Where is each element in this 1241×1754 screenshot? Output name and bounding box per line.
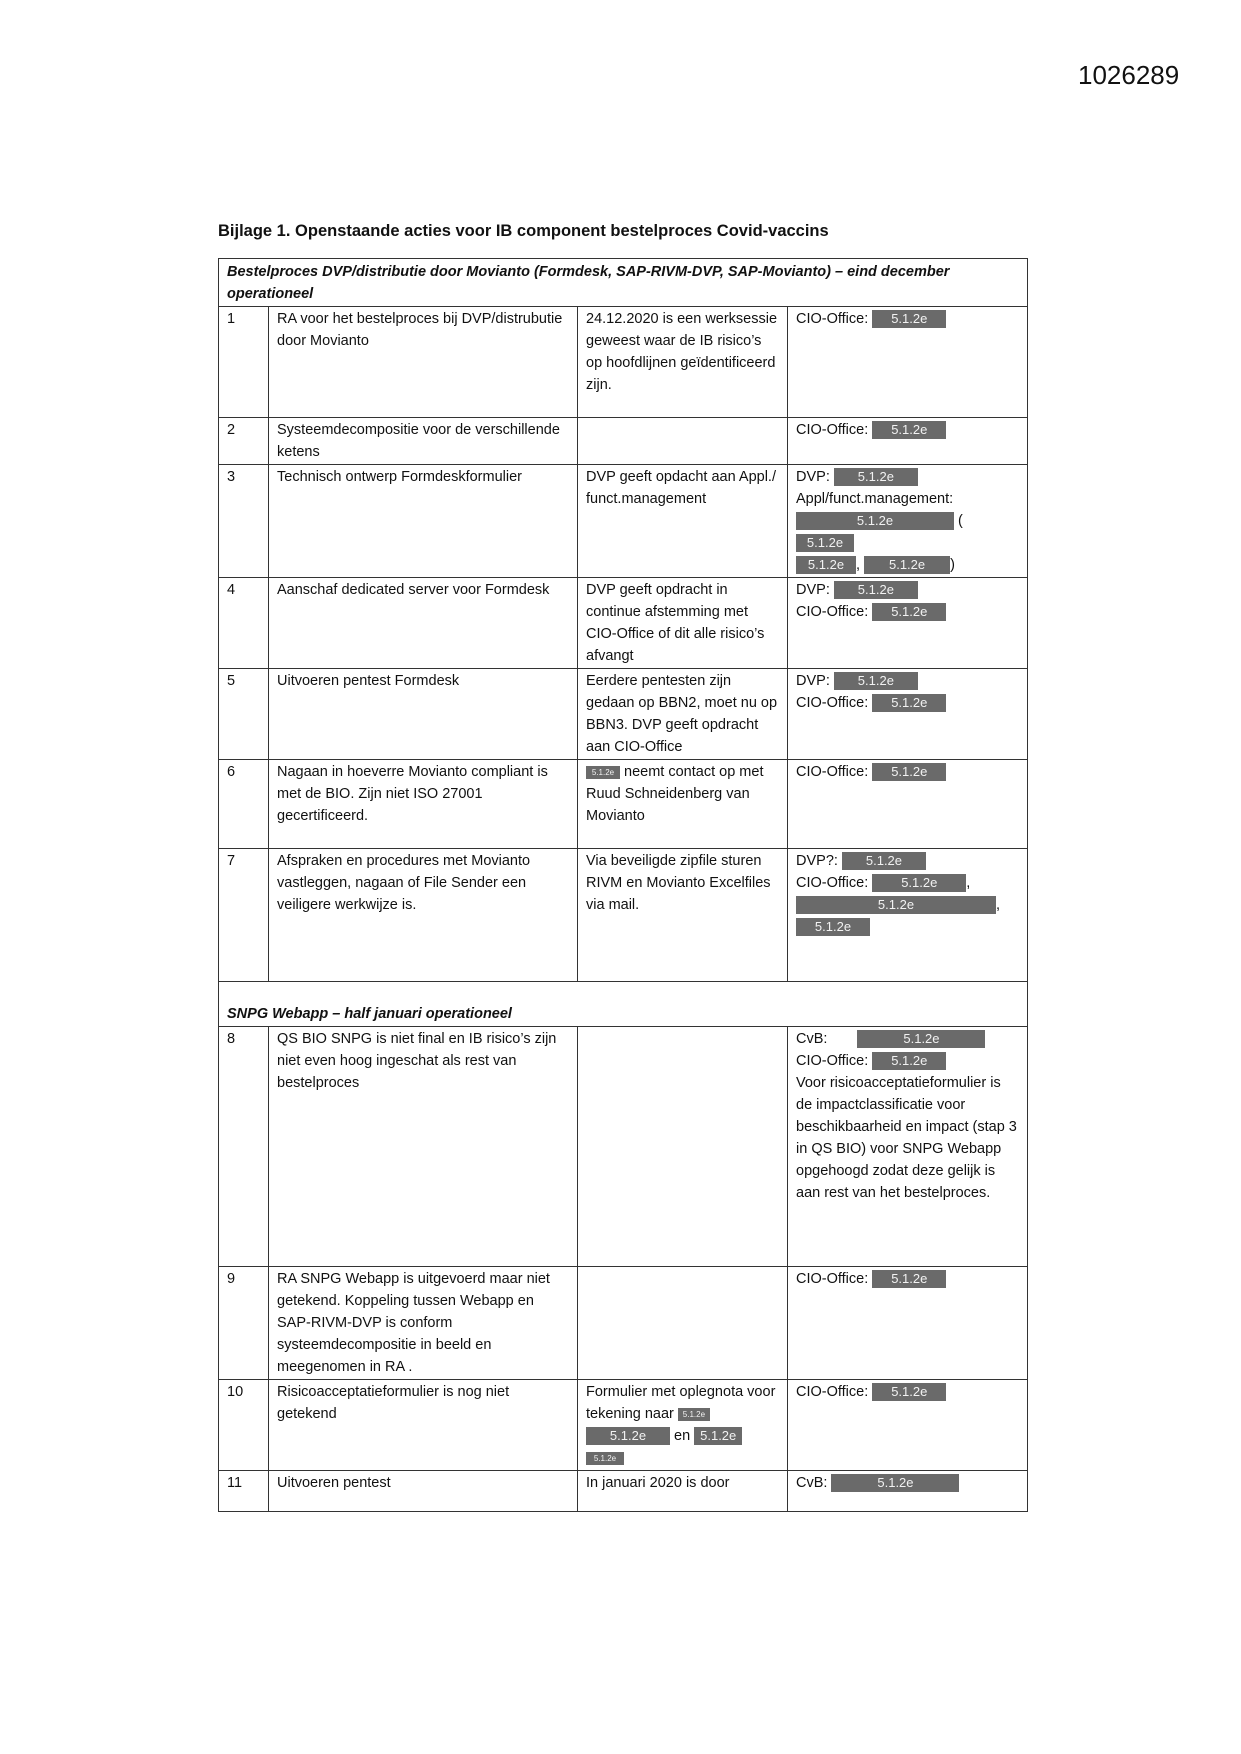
row-action: Uitvoeren pentest Formdesk [269,669,578,760]
table-row [219,1267,1028,1380]
owner-label-secondary: Appl/funct.management: [796,491,954,507]
row-action: QS BIO SNPG is niet final en IB risico’s zijn niet even hoog ingeschat als rest van bestelproces [269,1027,578,1267]
owner-label: CIO-Office: [796,1271,869,1287]
owner-label: CvB: [796,1031,828,1047]
table-row [219,1380,1028,1471]
row-owner [788,1267,1028,1380]
owner-label: CIO-Office: [796,764,869,780]
row-number: 9 [219,1267,269,1380]
status-join: en [674,1428,691,1444]
redaction-block: 5.1.2e [857,1030,985,1048]
row-action: Afspraken en procedures met Movianto vastleggen, nagaan of File Sender een veiligere werkwijze is. [269,849,578,982]
row-number: 2 [219,418,269,465]
row-action: RA voor het bestelproces bij DVP/distrubutie door Movianto [269,307,578,418]
row-status: DVP geeft opdacht aan Appl./ funct.management [578,465,788,578]
redaction-block: 5.1.2e [586,1452,624,1465]
owner-label: CIO-Office: [796,1384,869,1400]
row-number: 1 [219,307,269,418]
table-row [219,1471,1028,1512]
owner-label-secondary: CIO-Office: [796,875,869,891]
comma: , [966,875,971,891]
row-owner [788,1471,1028,1512]
redaction-block: 5.1.2e [872,763,946,781]
table-row [219,465,1028,578]
owner-note: Voor risicoacceptatieformulier is de impactclassificatie voor beschikbaarheid en impact (stap 3 in QS BIO) voor SNPG Webapp opgehoogd zodat deze gelijk is aan rest van het bestelproces. [796,1075,1017,1201]
row-owner [788,669,1028,760]
row-status [578,1380,788,1471]
owner-label: DVP: [796,582,830,598]
redaction-block: 5.1.2e [842,852,926,870]
row-action: Aanschaf dedicated server voor Formdesk [269,578,578,669]
row-status: 24.12.2020 is een werksessie geweest waar de IB risico’s op hoofdlijnen geïdentificeerd zijn. [578,307,788,418]
table-row [219,849,1028,982]
redaction-block: 5.1.2e [694,1427,742,1445]
redaction-block: 5.1.2e [864,556,950,574]
row-number: 5 [219,669,269,760]
redaction-block: 5.1.2e [872,1052,946,1070]
comma: , [996,897,1001,913]
row-owner [788,465,1028,578]
owner-label: DVP?: [796,853,838,869]
owner-label: CIO-Office: [796,422,869,438]
owner-label: DVP: [796,673,830,689]
row-owner [788,1027,1028,1267]
redaction-block: 5.1.2e [831,1474,959,1492]
table-row [219,578,1028,669]
redaction-block: 5.1.2e [678,1408,710,1421]
table-row [219,307,1028,418]
redaction-block: 5.1.2e [872,310,946,328]
row-status: In januari 2020 is door [578,1471,788,1512]
row-number: 8 [219,1027,269,1267]
row-status [578,1027,788,1267]
redaction-block: 5.1.2e [872,421,946,439]
row-status: Via beveiligde zipfile sturen RIVM en Movianto Excelfiles via mail. [578,849,788,982]
owner-label-secondary: CIO-Office: [796,695,869,711]
redaction-block: 5.1.2e [872,603,946,621]
redaction-block: 5.1.2e [796,896,996,914]
row-status [578,418,788,465]
owner-label: CIO-Office: [796,311,869,327]
row-status [578,1267,788,1380]
row-owner [788,1380,1028,1471]
owner-label-secondary: CIO-Office: [796,1053,869,1069]
row-owner [788,849,1028,982]
open-paren: ( [958,513,963,529]
redaction-block: 5.1.2e [834,468,918,486]
row-action: RA SNPG Webapp is uitgevoerd maar niet getekend. Koppeling tussen Webapp en SAP-RIVM-DVP is conform systeemdecompositie in beeld en meegenomen in RA . [269,1267,578,1380]
table-row [219,418,1028,465]
redaction-block: 5.1.2e [872,1270,946,1288]
redaction-block: 5.1.2e [796,918,870,936]
owner-label: DVP: [796,469,830,485]
table-row [219,760,1028,849]
row-number: 11 [219,1471,269,1512]
redaction-block: 5.1.2e [834,672,918,690]
row-status: DVP geeft opdracht in continue afstemming met CIO-Office of dit alle risico’s afvangt [578,578,788,669]
row-action: Systeemdecompositie voor de verschillende ketens [269,418,578,465]
row-owner [788,760,1028,849]
row-number: 3 [219,465,269,578]
redaction-block: 5.1.2e [872,874,966,892]
section2-title: SNPG Webapp – half januari operationeel [219,982,1028,1027]
row-owner [788,578,1028,669]
row-number: 6 [219,760,269,849]
row-number: 7 [219,849,269,982]
row-number: 10 [219,1380,269,1471]
redaction-block: 5.1.2e [586,1427,670,1445]
owner-label: CvB: [796,1475,828,1491]
comma: , [856,557,861,573]
redaction-block: 5.1.2e [872,1383,946,1401]
row-action: Technisch ontwerp Formdeskformulier [269,465,578,578]
section1-title: Bestelproces DVP/distributie door Movianto (Formdesk, SAP-RIVM-DVP, SAP-Movianto) – eind december operationeel [219,259,1028,307]
row-action: Risicoacceptatieformulier is nog niet getekend [269,1380,578,1471]
row-owner [788,307,1028,418]
actions-table [218,258,1028,1512]
row-status: Eerdere pentesten zijn gedaan op BBN2, moet nu op BBN3. DVP geeft opdracht aan CIO-Office [578,669,788,760]
redaction-block: 5.1.2e [796,534,854,552]
row-number: 4 [219,578,269,669]
document-number: 1026289 [1078,60,1180,90]
table-row [219,1027,1028,1267]
row-action: Nagaan in hoeverre Movianto compliant is met de BIO. Zijn niet ISO 27001 gecertificeerd. [269,760,578,849]
row-action: Uitvoeren pentest [269,1471,578,1512]
row-owner [788,418,1028,465]
page-heading: Bijlage 1. Openstaande acties voor IB component bestelproces Covid-vaccins [218,222,829,240]
redaction-block: 5.1.2e [796,556,856,574]
status-text: neemt contact op met Ruud Schneidenberg van Movianto [586,764,764,824]
status-text: Formulier met oplegnota voor tekening naar [586,1384,776,1422]
redaction-block: 5.1.2e [586,766,620,779]
row-status [578,760,788,849]
redaction-block: 5.1.2e [796,512,954,530]
table-row [219,669,1028,760]
owner-label-secondary: CIO-Office: [796,604,869,620]
redaction-block: 5.1.2e [872,694,946,712]
redaction-block: 5.1.2e [834,581,918,599]
close-paren: ) [950,557,955,573]
